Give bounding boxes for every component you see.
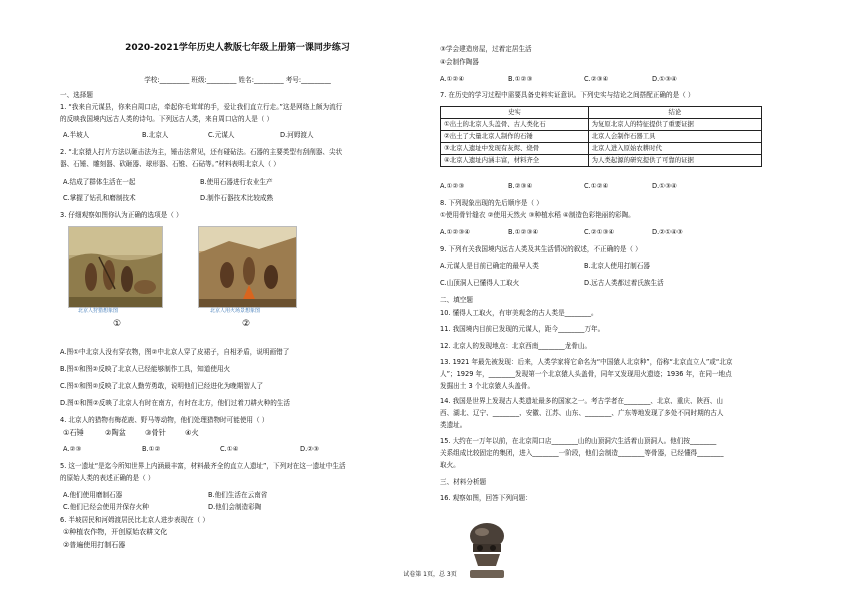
hunting-illustration — [68, 226, 163, 308]
q1-stem-cont: 的反映我国境内远古人类的诗句。下列远古人类，来自周口店的人是（ ） — [60, 115, 274, 123]
caption-fire: 北京人用火场景想象图 — [210, 308, 261, 314]
q14-stem-cont: 西、湖北、辽宁、________、安徽、江苏、山东、________、广东等地发现了多处不同时期的古人 — [440, 409, 724, 417]
q3-option-a: A.图①中北京人没有穿衣物，图②中北京人穿了皮裙子，自相矛盾，说明画错了 — [60, 348, 290, 356]
table-cell: 北京人进入原始农耕时代 — [588, 143, 761, 155]
section-heading-fill: 二、填空题 — [440, 296, 473, 304]
q4-option-b: B.①② — [142, 445, 161, 453]
q5-stem: 5. 这一遗址“是迄今所知世界上内涵最丰富，材料最齐全的直立人遗址”，下列对在这一遗址中生活 — [60, 462, 346, 470]
q3-option-c: C.图①和图②反映了北京人勤劳勇敢，说明他们已经进化为晚期智人了 — [60, 382, 264, 390]
q6-item-2: ②普遍使用打制石器 — [63, 541, 126, 549]
q7-option-d: D.①③④ — [652, 182, 677, 190]
q3-option-d: D.图①和图②反映了北京人有时在南方，有时在北方，他们过着刀耕火种的生活 — [60, 399, 290, 407]
q6-option-d: D.①③④ — [652, 75, 677, 83]
q15-stem: 15. 大约在一万年以前，在北京周口店________山的山顶洞穴生活着山顶洞人。他们按________ — [440, 437, 717, 445]
q6-option-a: A.①②④ — [440, 75, 465, 83]
q13-stem-end: 发掘出土 3 个北京猿人头盖骨。 — [440, 382, 535, 390]
q12-stem: 12. 北京人的发现地点：北京西南________龙骨山。 — [440, 342, 592, 350]
q1-option-c: C.元谋人 — [208, 131, 235, 139]
q2-option-a: A.结成了群体生活在一起 — [63, 178, 136, 186]
q4-option-c: C.①④ — [220, 445, 239, 453]
caption-hunting: 北京人狩猎想象图 — [78, 308, 119, 314]
q8-option-a: A.①②③④ — [440, 228, 471, 236]
q1-stem: 1. “我来自元谋县，你来自周口店，牵起你毛茸茸的手，爱让我们直立行走。”这是网络上颇为流行 — [60, 103, 343, 111]
q3-option-b: B.图①和图②反映了北京人已经能够制作工具，知道使用火 — [60, 365, 231, 373]
exam-title: 2020-2021学年历史人教版七年级上册第一课同步练习 — [125, 43, 350, 53]
table-header-fact: 史实 — [441, 107, 589, 119]
q1-option-a: A.半坡人 — [63, 131, 90, 139]
q5-option-a: A.他们使用磨制石器 — [63, 491, 123, 499]
q9-option-d: D.远古人类都过着氏族生活 — [584, 279, 664, 287]
q5-option-c: C.他们已经会使用并保存火种 — [63, 503, 149, 511]
q9-option-b: B.北京人使用打制石器 — [584, 262, 650, 270]
q2-option-d: D.制作石器技术比较成熟 — [200, 194, 274, 202]
table-row — [441, 131, 762, 143]
q13-stem-cont: 人”；1929 年，________发现第一个北京猿人头盖骨，同年又发现用火遗迹；1936 年，在同一地点 — [440, 370, 732, 378]
evidence-table — [440, 106, 762, 167]
q6-option-b: B.①②③ — [508, 75, 533, 83]
figure-label-2: ② — [242, 319, 251, 329]
q8-items: ①使用骨针缝衣 ②使用天然火 ③种植水稻 ④制造色彩艳丽的彩陶。 — [440, 211, 635, 219]
table-cell: ②出土了大量北京人制作的石锤 — [441, 131, 589, 143]
student-info-line: 学校:_________ 班级:_________ 姓名:_________ 考号:_________ — [144, 76, 331, 84]
q8-option-d: D.②①④③ — [652, 228, 683, 236]
table-cell: 为人类起源的研究提供了可靠的证据 — [588, 155, 761, 167]
q5-stem-cont: 的原始人类的表述正确的是（ ） — [60, 474, 155, 482]
q9-option-a: A.元谋人是目前已确定的最早人类 — [440, 262, 539, 270]
table-cell: 为复原北京人的特征提供了重要证据 — [588, 119, 761, 131]
q15-stem-cont: 关系组成比较固定的集团，进入________一阶段，他们会制造________等骨器，已经懂得________ — [440, 449, 724, 457]
q8-option-c: C.②①③④ — [584, 228, 615, 236]
q2-stem-cont: 器、石锤、雕刻器、砍砸器、球形器、石锥、石砧等。”材料表明北京人（ ） — [60, 160, 280, 168]
table-cell: ④北京人遗址内涵丰富，材料齐全 — [441, 155, 589, 167]
q6-item-4: ④会制作陶器 — [440, 58, 479, 66]
q3-stem: 3. 仔细观察如图你认为正确的选项是（ ） — [60, 211, 183, 219]
q6-option-c: C.②③④ — [584, 75, 609, 83]
figure-label-1: ① — [113, 319, 122, 329]
section-heading-choice: 一、选择题 — [60, 91, 93, 99]
q1-option-b: B.北京人 — [142, 131, 169, 139]
q5-option-d: D.他们会制造彩陶 — [208, 503, 262, 511]
table-header-conclusion: 结论 — [588, 107, 761, 119]
q10-stem: 10. 懂得人工取火，有审美观念的古人类是________。 — [440, 309, 598, 317]
q15-stem-end: 取火。 — [440, 461, 460, 469]
q4-option-a: A.②③ — [63, 445, 82, 453]
q4-item-1: ①石锤 — [63, 428, 84, 437]
page-footer: 试卷第 1页，总 3页 — [403, 571, 457, 578]
table-header-row — [441, 107, 762, 119]
table-cell: ③北京人遗址中发现有灰烬、烧骨 — [441, 143, 589, 155]
q9-option-c: C.山顶洞人已懂得人工取火 — [440, 279, 520, 287]
fire-scene-illustration — [198, 226, 297, 308]
q4-item-3: ③骨针 — [145, 428, 166, 437]
q5-option-b: B.他们生活在云南省 — [208, 491, 268, 499]
q9-stem: 9. 下列有关我国境内远古人类及其生活情况的叙述，不正确的是（ ） — [440, 245, 642, 253]
table-cell: 北京人会制作石器工具 — [588, 131, 761, 143]
table-row — [441, 155, 762, 167]
q7-option-a: A.①②③ — [440, 182, 465, 190]
q2-option-b: B.使用石器进行农业生产 — [200, 178, 273, 186]
q4-stem: 4. 北京人的猎物有梅花鹿、野马等动物，他们处理猎物时可能使用（ ） — [60, 416, 269, 424]
q7-option-b: B.②③④ — [508, 182, 533, 190]
q6-item-3: ③学会建造房屋，过着定居生活 — [440, 45, 532, 53]
q7-stem: 7. 在历史的学习过程中需要具备史料实证意识。下列史实与结论之间搭配正确的是（ ） — [440, 91, 695, 99]
q8-option-b: B.①②③④ — [508, 228, 539, 236]
q8-stem: 8. 下列现象出现的先后顺序是（ ） — [440, 199, 543, 207]
section-heading-analysis: 三、材料分析题 — [440, 478, 487, 486]
table-cell: ①出土的北京人头盖骨、古人类化石 — [441, 119, 589, 131]
table-row — [441, 119, 762, 131]
q6-stem: 6. 半坡居民和河姆渡居民比北京人进步表现在（ ） — [60, 516, 209, 524]
q1-option-d: D.河姆渡人 — [280, 131, 314, 139]
q14-stem: 14. 我国是世界上发现古人类遗址最多的国家之一。考古学者在________、北京、重庆、陕西、山 — [440, 397, 723, 405]
q14-stem-end: 类遗址。 — [440, 421, 467, 429]
q13-stem: 13. 1921 年最先被发现：后来，人类学家将它命名为“中国猿人北京种”，俗称“北京直立人”或“北京 — [440, 358, 733, 366]
q11-stem: 11. 我国境内目前已发现的元谋人，距今________万年。 — [440, 325, 605, 333]
q4-item-4: ④火 — [185, 428, 199, 437]
q4-item-2: ②陶盆 — [105, 428, 126, 437]
table-row — [441, 143, 762, 155]
q16-stem: 16. 观察如图，回答下列问题： — [440, 494, 532, 502]
q6-item-1: ①种植农作物，开创原始农耕文化 — [63, 528, 168, 536]
q7-option-c: C.①②④ — [584, 182, 609, 190]
q2-stem: 2. “北京猿人打片方法以砸击法为主，锤击法常见，还有碰砧法。石器的主要类型有刮削器、尖状 — [60, 148, 343, 156]
q4-option-d: D.②③ — [300, 445, 319, 453]
q2-option-c: C.掌握了钻孔和磨制技术 — [63, 194, 136, 202]
